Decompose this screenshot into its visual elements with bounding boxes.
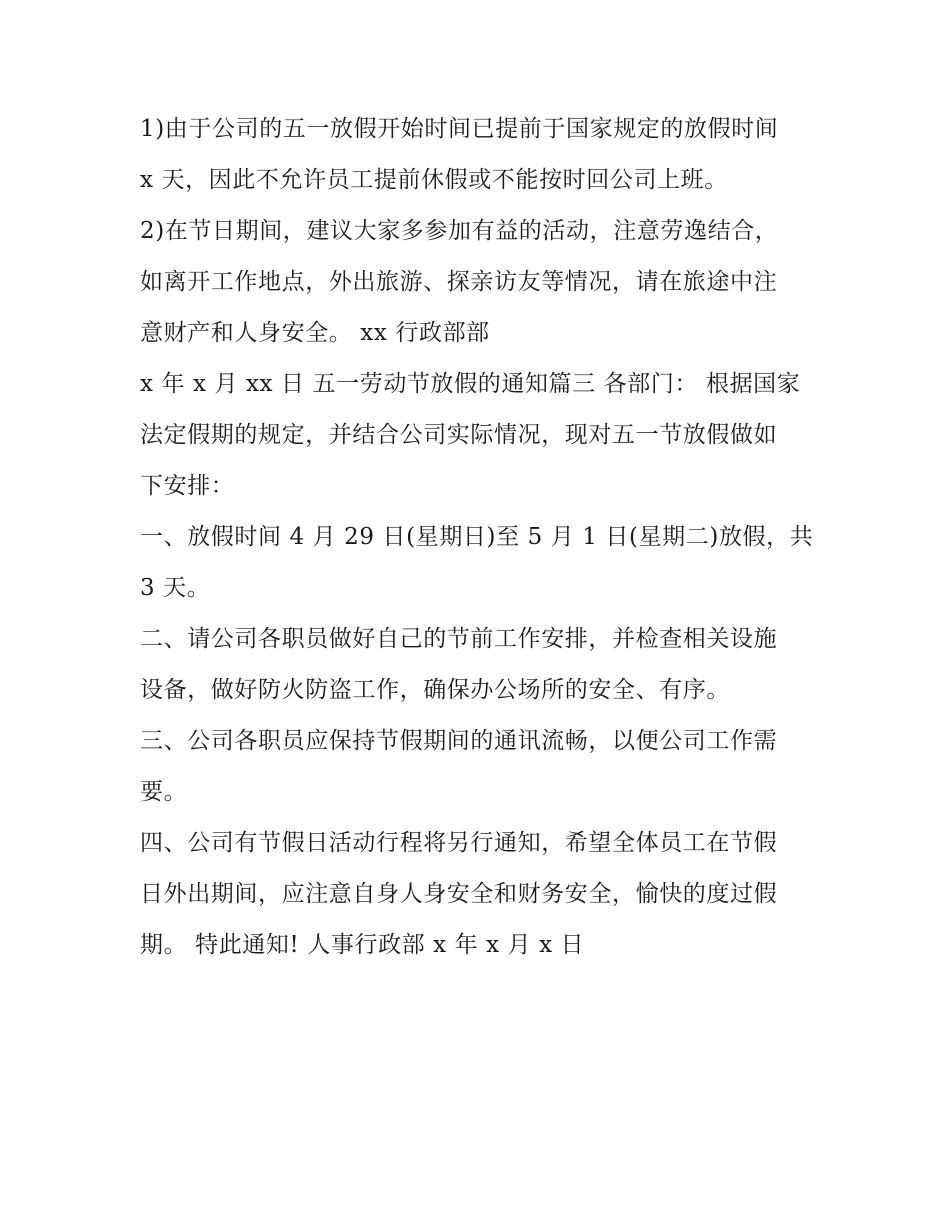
text-line: 2)在节日期间，建议大家多参加有益的活动，注意劳逸结合， [140, 218, 779, 244]
text-line: 期。 特此通知! 人事行政部 x 年 x 月 x 日 [140, 932, 585, 958]
text-line: 三、公司各职员应保持节假期间的通讯流畅，以便公司工作需 [140, 728, 778, 754]
text-line: 要。 [140, 779, 188, 805]
document-body [140, 104, 820, 971]
text-line: 设备，做好防火防盗工作，确保办公场所的安全、有序。 [140, 677, 730, 703]
text-line: 二、请公司各职员做好自己的节前工作安排，并检查相关设施 [140, 626, 778, 652]
text-line: 日外出期间，应注意自身人身安全和财务安全，愉快的度过假 [140, 881, 778, 907]
text-line: 如离开工作地点，外出旅游、探亲访友等情况，请在旅途中注 [140, 269, 778, 295]
text-line: 四、公司有节假日活动行程将另行通知，希望全体员工在节假 [140, 830, 778, 856]
text-line: x 年 x 月 xx 日 五一劳动节放假的通知篇三 各部门： 根据国家 [140, 371, 801, 397]
text-line: 法定假期的规定，并结合公司实际情况，现对五一节放假做如 [140, 422, 778, 448]
text-line: 3 天。 [140, 575, 211, 601]
text-line: 一、放假时间 4 月 29 日(星期日)至 5 月 1 日(星期二)放假，共 [140, 524, 814, 550]
text-line: x 天，因此不允许员工提前休假或不能按时回公司上班。 [140, 167, 728, 193]
text-line: 1)由于公司的五一放假开始时间已提前于国家规定的放假时间 [140, 116, 779, 142]
text-line: 下安排： [140, 473, 235, 499]
text-line: 意财产和人身安全。 xx 行政部部 [140, 320, 490, 346]
